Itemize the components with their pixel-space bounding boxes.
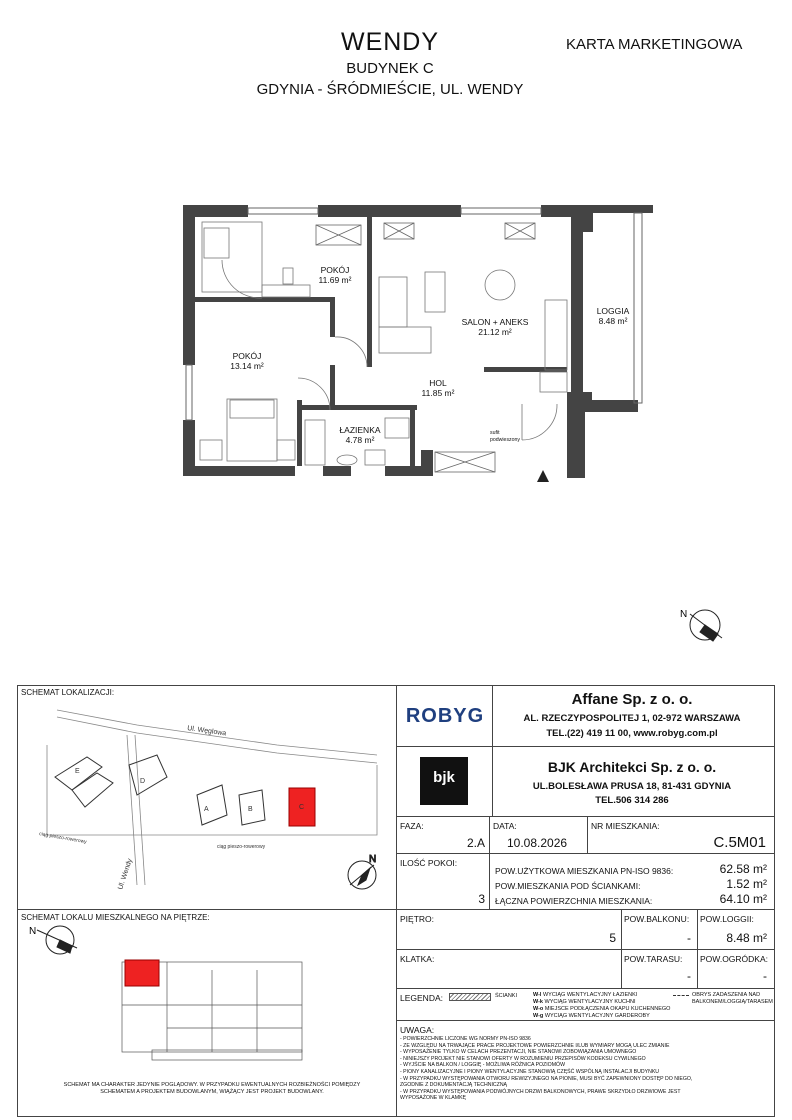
developer-address: AL. RZECZYPOSPOLITEJ 1, 02-972 WARSZAWA xyxy=(523,713,741,724)
north-arrow-icon xyxy=(690,610,722,641)
garden-area: - xyxy=(763,969,767,983)
svg-text:ciąg pieszo-rowerowy: ciąg pieszo-rowerowy xyxy=(217,844,266,850)
apartment-number: C.5M01 xyxy=(713,834,766,851)
bjk-logo: bjk xyxy=(433,769,455,786)
svg-text:N: N xyxy=(680,609,688,620)
room-label-salon: SALON + ANEKS 21.12 m² xyxy=(461,317,529,337)
info-row-floor: PIĘTRO: 5 POW.BALKONU: - POW.LOGGII: 8.48 m² xyxy=(397,910,775,950)
project-title: WENDY xyxy=(340,28,440,56)
developer-name: Affane Sp. z o. o. xyxy=(571,691,693,708)
info-row-rooms: ILOŚĆ POKOI: 3 POW.UŻYTKOWA MIESZKANIA PN-ISO 9836: 62.58 m² POW.MIESZKANIA POD ŚCIANKAMI: 1.52 m² ŁĄCZNA POWIERZCHNIA MIESZKANIA: 64.10 m² xyxy=(397,854,775,910)
card-type: KARTA MARKETINGOWA xyxy=(566,36,743,53)
svg-text:ciąg pieszo-rowerowy: ciąg pieszo-rowerowy xyxy=(38,831,88,846)
floor-scheme xyxy=(17,910,397,1117)
location-scheme-title: SCHEMAT LOKALIZACJI: xyxy=(21,688,115,697)
loggia-area: 8.48 m² xyxy=(726,931,767,945)
developer-contact: TEL.(22) 419 11 00, www.robyg.com.pl xyxy=(546,728,718,739)
total-area: 64.10 m² xyxy=(719,892,767,906)
floor-scheme-title: SCHEMAT LOKALU MIESZKALNEGO NA PIĘTRZE: xyxy=(21,913,210,922)
svg-text:B: B xyxy=(248,806,253,813)
architect-name: BJK Architekci Sp. z o. o. xyxy=(547,759,717,775)
architect-address: UL.BOLESŁAWA PRUSA 18, 81-431 GDYNIA xyxy=(532,781,732,792)
info-row-stair: KLATKA: POW.TARASU: - POW.OGRÓDKA: - xyxy=(397,950,775,989)
north-arrow-icon xyxy=(348,854,376,889)
room-count: 3 xyxy=(478,892,485,906)
disclaimer: SCHEMAT MA CHARAKTER JEDYNIE POGLĄDOWY. W PRZYPADKU EWENTUALNYCH ROZBIEŻNOŚCI POMIĘDZY SCHEMATEM A PROJEKTEM BUDOWLANYM, WIĄŻĄCY JEST PROJEKT BUDOWLANY. xyxy=(63,1082,361,1095)
notes: UWAGA: - POWIERZCHNIE LICZONE WG NORMY PN-ISO 9836 - ZE WZGLĘDU NA TRWAJĄCE PRACE PROJEKTOWE POWIERZCHNIE I/LUB WYMIARY MOGĄ ULEC ZMIANIE - WYPOSAŻENIE TYLKO W CELACH PREZENTACJI, NIE STANOWI ZOBOWIĄZANIA UMOWNEGO - NINIEJSZY PROJEKT NIE STANOWI OFERTY W ROZUMIENIU PRZEPISÓW KODEKSU CYWILNEGO - WYJŚCIE NA BALKON / LOGGIĘ - MOŻLIWA RÓŻNICA POZIOMÓW - PIONY KANALIZACYJNE I PIONY WENTYLACYJNE STANOWIĄ CZĘŚĆ WSPÓLNĄ INSTALACJI BUDYNKU - W PRZYPADKU WYSTĘPOWANIA OTWORU REWIZYJNEGO NA PIONIE, MUSI BYĆ ZAPEWNIONY DOSTĘP DO NIEGO, ZGODNIE Z DOKUMENTACJĄ TECHNICZNĄ - W PRZYPADKU WYSTĘPOWANIA PODWÓJNYCH DRZWI BALKONOWYCH, PRAWE SKRZYDŁO DRZWIOWE JEST WYPOSAŻONE W KLAMKĘ xyxy=(400,1025,693,1102)
room-label-bedroom1: POKÓJ 11.69 m² xyxy=(318,265,352,285)
svg-text:Ul. Węglowa: Ul. Węglowa xyxy=(186,725,227,738)
legend: LEGENDA: ŚCIANKI W-l WYCIĄG WENTYLACYJNY ŁAZIENKI W-k WYCIĄG WENTYLACYJNY KUCHNI W-o MIEJSCE PODŁĄCZENIA OKAPU KUCHENNEGO W-g WYCIĄG WENTYLACYJNY GARDEROBY OBRYS ZADASZENIA NAD BALKONEM/LOGGIĄ/TARASEM xyxy=(397,989,775,1021)
phase-value: 2.A xyxy=(466,836,485,850)
svg-text:N: N xyxy=(369,854,377,865)
floor-value: 5 xyxy=(609,931,616,945)
obrys-note: OBRYS ZADASZENIA NAD BALKONEM/LOGGIĄ/TARASEM xyxy=(692,992,773,1005)
usable-area: 62.58 m² xyxy=(719,862,767,876)
outer-walls xyxy=(183,205,653,478)
room-label-bathroom: ŁAZIENKA 4.78 m² xyxy=(339,425,381,445)
location-line: GDYNIA - ŚRÓDMIEŚCIE, UL. WENDY xyxy=(256,81,524,98)
location-scheme xyxy=(17,685,397,910)
svg-text:D: D xyxy=(140,778,146,785)
svg-text:Ul. Wendy: Ul. Wendy xyxy=(117,857,134,891)
room-label-hol: HOL 11.85 m² xyxy=(421,378,455,398)
architect-block xyxy=(397,747,775,817)
north-arrow-icon xyxy=(37,926,77,954)
developer-block xyxy=(397,685,775,747)
balcony-area: - xyxy=(687,931,691,945)
svg-text:N: N xyxy=(29,926,37,937)
architect-contact: TEL.506 314 286 xyxy=(595,795,669,806)
svg-text:A: A xyxy=(204,806,209,813)
info-row-phase: FAZA: 2.A DATA: 10.08.2026 NR MIESZKANIA: C.5M01 xyxy=(397,817,775,854)
date-value: 10.08.2026 xyxy=(507,836,568,850)
location-map xyxy=(17,685,395,907)
walls-hatch xyxy=(449,993,491,1001)
ceiling-note: sufit podwieszony xyxy=(490,430,520,443)
room-label-bedroom2: POKÓJ 13.14 m² xyxy=(230,351,264,371)
building-name: BUDYNEK C xyxy=(346,60,434,77)
room-label-loggia: LOGGIA 8.48 m² xyxy=(596,306,630,326)
terrace-area: - xyxy=(687,969,691,983)
robyg-logo: ROBYG xyxy=(405,705,485,727)
svg-text:C: C xyxy=(299,804,305,811)
svg-text:E: E xyxy=(75,768,80,775)
area-under-walls: 1.52 m² xyxy=(726,877,767,891)
